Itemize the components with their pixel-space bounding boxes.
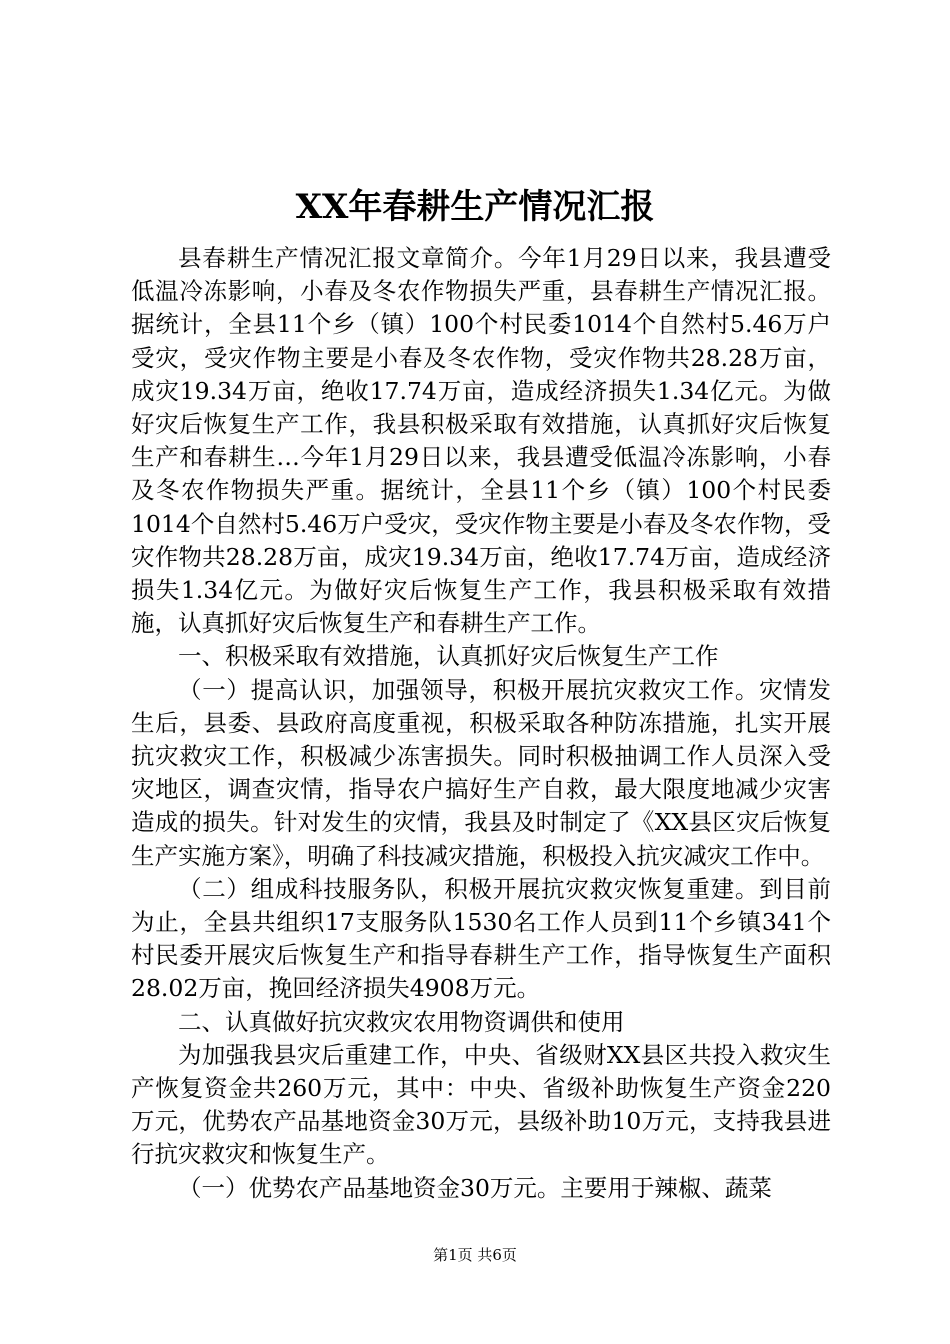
document-title: XX年春耕生产情况汇报	[295, 187, 655, 227]
paragraph-1-2: （二）组成科技服务队，积极开展抗灾救灾恢复重建。到目前为止，全县共组织17支服务队1530名工作人员到11个乡镇341个村民委开展灾后恢复生产和指导春耕生产工作，指导恢复生产面积28.02万亩，挽回经济损失4908万元。	[131, 874, 831, 1003]
section-heading-1: 一、积极采取有效措施，认真抓好灾后恢复生产工作	[178, 642, 719, 671]
paragraph-intro: 县春耕生产情况汇报文章简介。今年1月29日以来，我县遭受低温冷冻影响，小春及冬农作物损失严重，县春耕生产情况汇报。据统计，全县11个乡（镇）100个村民委1014个自然村5.46万户受灾，受灾作物主要是小春及冬农作物，受灾作物共28.28万亩，成灾19.34万亩，绝收17.74万亩，造成经济损失1.34亿元。为做好灾后恢复生产工作，我县积极采取有效措施，认真抓好灾后恢复生产和春耕生…今年1月29日以来，我县遭受低温冷冻影响，小春及冬农作物损失严重。据统计，全县11个乡（镇）100个村民委1014个自然村5.46万户受灾，受灾作物主要是小春及冬农作物，受灾作物共28.28万亩，成灾19.34万亩，绝收17.74万亩，造成经济损失1.34亿元。为做好灾后恢复生产工作，我县积极采取有效措施，认真抓好灾后恢复生产和春耕生产工作。	[131, 244, 831, 638]
page-footer: 第1页 共6页	[433, 1246, 517, 1264]
paragraph-2-1: （一）优势农产品基地资金30万元。主要用于辣椒、蔬菜	[178, 1173, 772, 1202]
document-body	[131, 242, 831, 1205]
section-heading-2: 二、认真做好抗灾救灾农用物资调供和使用	[178, 1007, 625, 1036]
paragraph-1-1: （一）提高认识，加强领导，积极开展抗灾救灾工作。灾情发生后，县委、县政府高度重视，积极采取各种防冻措施，扎实开展抗灾救灾工作，积极减少冻害损失。同时积极抽调工作人员深入受灾地区，调查灾情，指导农户搞好生产自救，最大限度地减少灾害造成的损失。针对发生的灾情，我县及时制定了《XX县区灾后恢复生产实施方案》，明确了科技减灾措施，积极投入抗灾减灾工作中。	[131, 675, 831, 870]
paragraph-2-intro: 为加强我县灾后重建工作，中央、省级财XX县区共投入救灾生产恢复资金共260万元，其中：中央、省级补助恢复生产资金220万元，优势农产品基地资金30万元，县级补助10万元，支持我县进行抗灾救灾和恢复生产。	[131, 1040, 831, 1169]
